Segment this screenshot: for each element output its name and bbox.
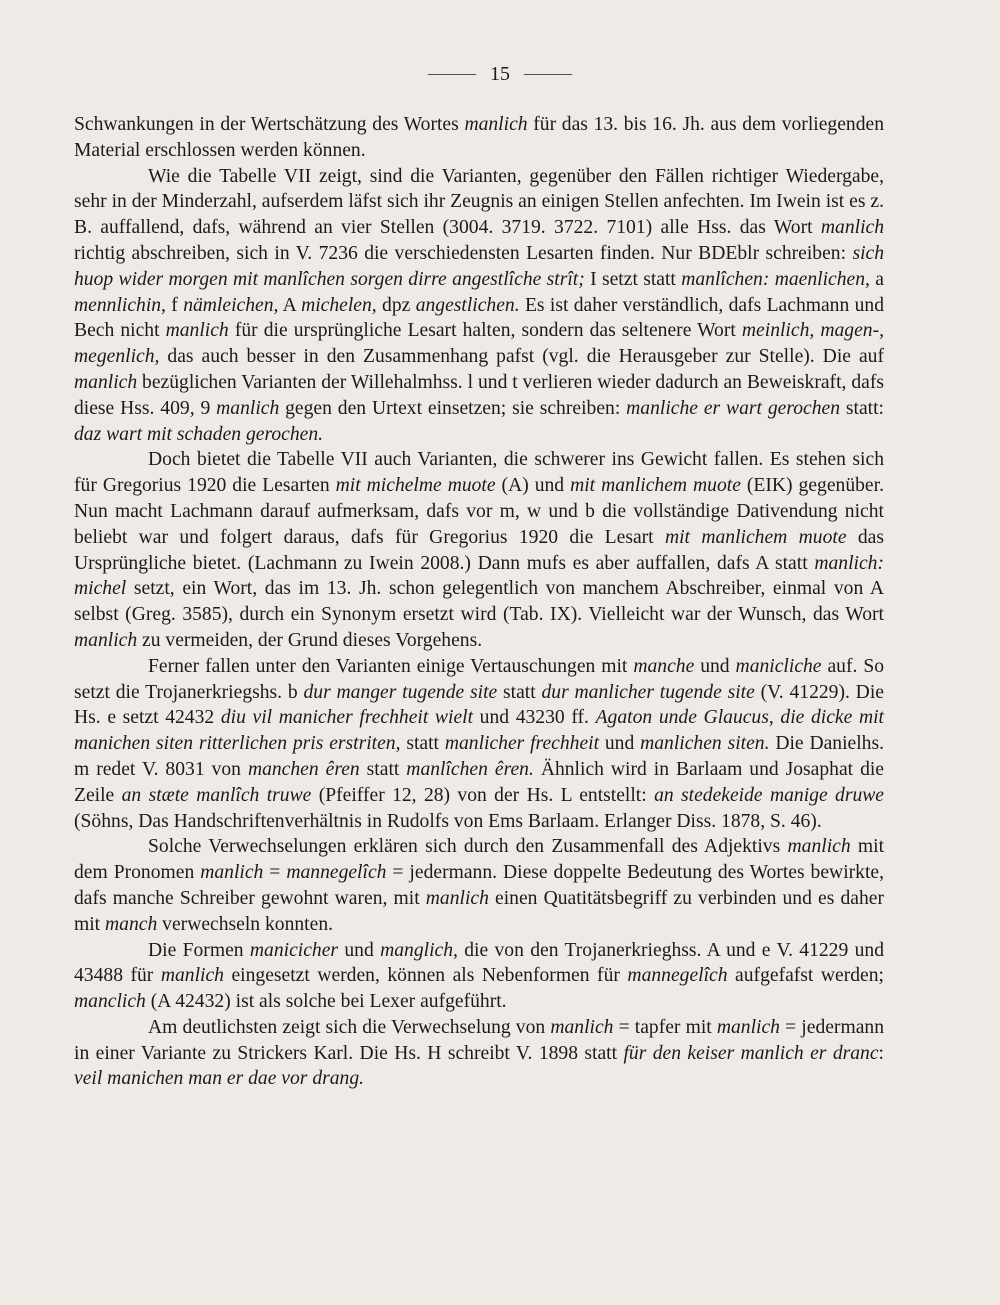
body-text bbox=[74, 112, 884, 1092]
paragraph: Am deutlichsten zeigt sich die Verwechselung von manlich = tapfer mit manlich = jedermann in einer Variante zu Strickers Karl. Die Hs. H schreibt V. 1898 statt für den keiser manlich er dranc: veil manichen man er dae vor drang. bbox=[74, 1016, 884, 1090]
paragraph: Doch bietet die Tabelle VII auch Varianten, die schwerer ins Gewicht fallen. Es stehen sich für Gregorius 1920 die Lesarten mit michelme muote (A) und mit manlichem muote (EIK) gegenüber. Nun macht Lachmann darauf aufmerksam, dafs vor m, w und b die vollständige Dativendung nicht beliebt war und folgert daraus, dafs für Gregorius 1920 die Lesart mit manlichem muote das Ursprüngliche bietet. (Lachmann zu Iwein 2008.) Dann mufs es aber auffallen, dafs A statt manlich: michel setzt, ein Wort, das im 13. Jh. schon gelegentlich von manchem Abschreiber, einmal von A selbst (Greg. 3585), durch ein Synonym ersetzt wird (Tab. IX). Vielleicht war der Wunsch, das Wort manlich zu vermeiden, der Grund dieses Vorgehens. bbox=[74, 449, 884, 651]
paragraph: Schwankungen in der Wertschätzung des Wortes manlich für das 13. bis 16. Jh. aus dem vorliegenden Material erschlossen werden können. bbox=[74, 114, 884, 161]
header-rule-right bbox=[524, 74, 572, 75]
header-rule-left bbox=[428, 74, 476, 75]
paragraph: Solche Verwechselungen erklären sich durch den Zusammenfall des Adjektivs manlich mit dem Pronomen manlich = mannegelîch = jedermann. Diese doppelte Bedeutung des Wortes bewirkte, dafs manche Schreiber gewohnt waren, mit manlich einen Quatitätsbegriff zu verbinden und es daher mit manch verwechseln konnten. bbox=[74, 836, 885, 935]
page-number: 15 bbox=[490, 63, 510, 85]
paragraph: Wie die Tabelle VII zeigt, sind die Varianten, gegenüber den Fällen richtiger Wiedergabe, sehr in der Minderzahl, aufserdem läfst sich ihr Zeugnis an einigen Stellen anfechten. Im Iwein ist es z. B. auffallend, dafs, während an vier Stellen (3004. 3719. 3722. 7101) alle Hss. das Wort manlich richtig abschreiben, sich in V. 7236 die verschiedensten Lesarten finden. Nur BDEblr schreiben: sich huop wider morgen mit manlîchen sorgen dirre angestlîche strît; I setzt statt manlîchen: maenlichen, a mennlichin, f nämleichen, A michelen, dpz angestlichen. Es ist daher verständlich, dafs Lachmann und Bech nicht manlich für die ursprüngliche Lesart halten, sondern das seltenere Wort meinlich, magen-, megenlich, das auch besser in den Zusammenhang pafst (vgl. die Herausgeber zur Stelle). Die auf manlich bezüglichen Varianten der Willehalmhss. l und t verlieren wieder dadurch an Beweiskraft, dafs diese Hss. 409, 9 manlich gegen den Urtext einsetzen; sie schreiben: manliche er wart gerochen statt: daz wart mit schaden gerochen. bbox=[74, 165, 885, 445]
page-header bbox=[0, 63, 1000, 86]
paragraph: Die Formen manicicher und manglich, die von den Trojanerkrieghss. A und e V. 41229 und 43488 für manlich eingesetzt werden, können als Nebenformen für mannegelîch aufgefafst werden; manclich (A 42432) ist als solche bei Lexer aufgeführt. bbox=[74, 939, 884, 1013]
paragraph: Ferner fallen unter den Varianten einige Vertauschungen mit manche und manicliche auf. So setzt die Trojanerkriegshs. b dur manger tugende site statt dur manlicher tugende site (V. 41229). Die Hs. e setzt 42432 diu vil manicher frechheit wielt und 43230 ff. Agaton unde Glaucus, die dicke mit manichen siten ritterlichen pris erstriten, statt manlicher frechheit und manlichen siten. Die Danielhs. m redet V. 8031 von manchen êren statt manlîchen êren. Ähnlich wird in Barlaam und Josaphat die Zeile an stæte manlîch truwe (Pfeiffer 12, 28) von der Hs. L entstellt: an stedekeide manige druwe (Söhns, Das Handschriftenverhältnis in Rudolfs von Ems Barlaam. Erlanger Diss. 1878, S. 46). bbox=[74, 655, 885, 832]
